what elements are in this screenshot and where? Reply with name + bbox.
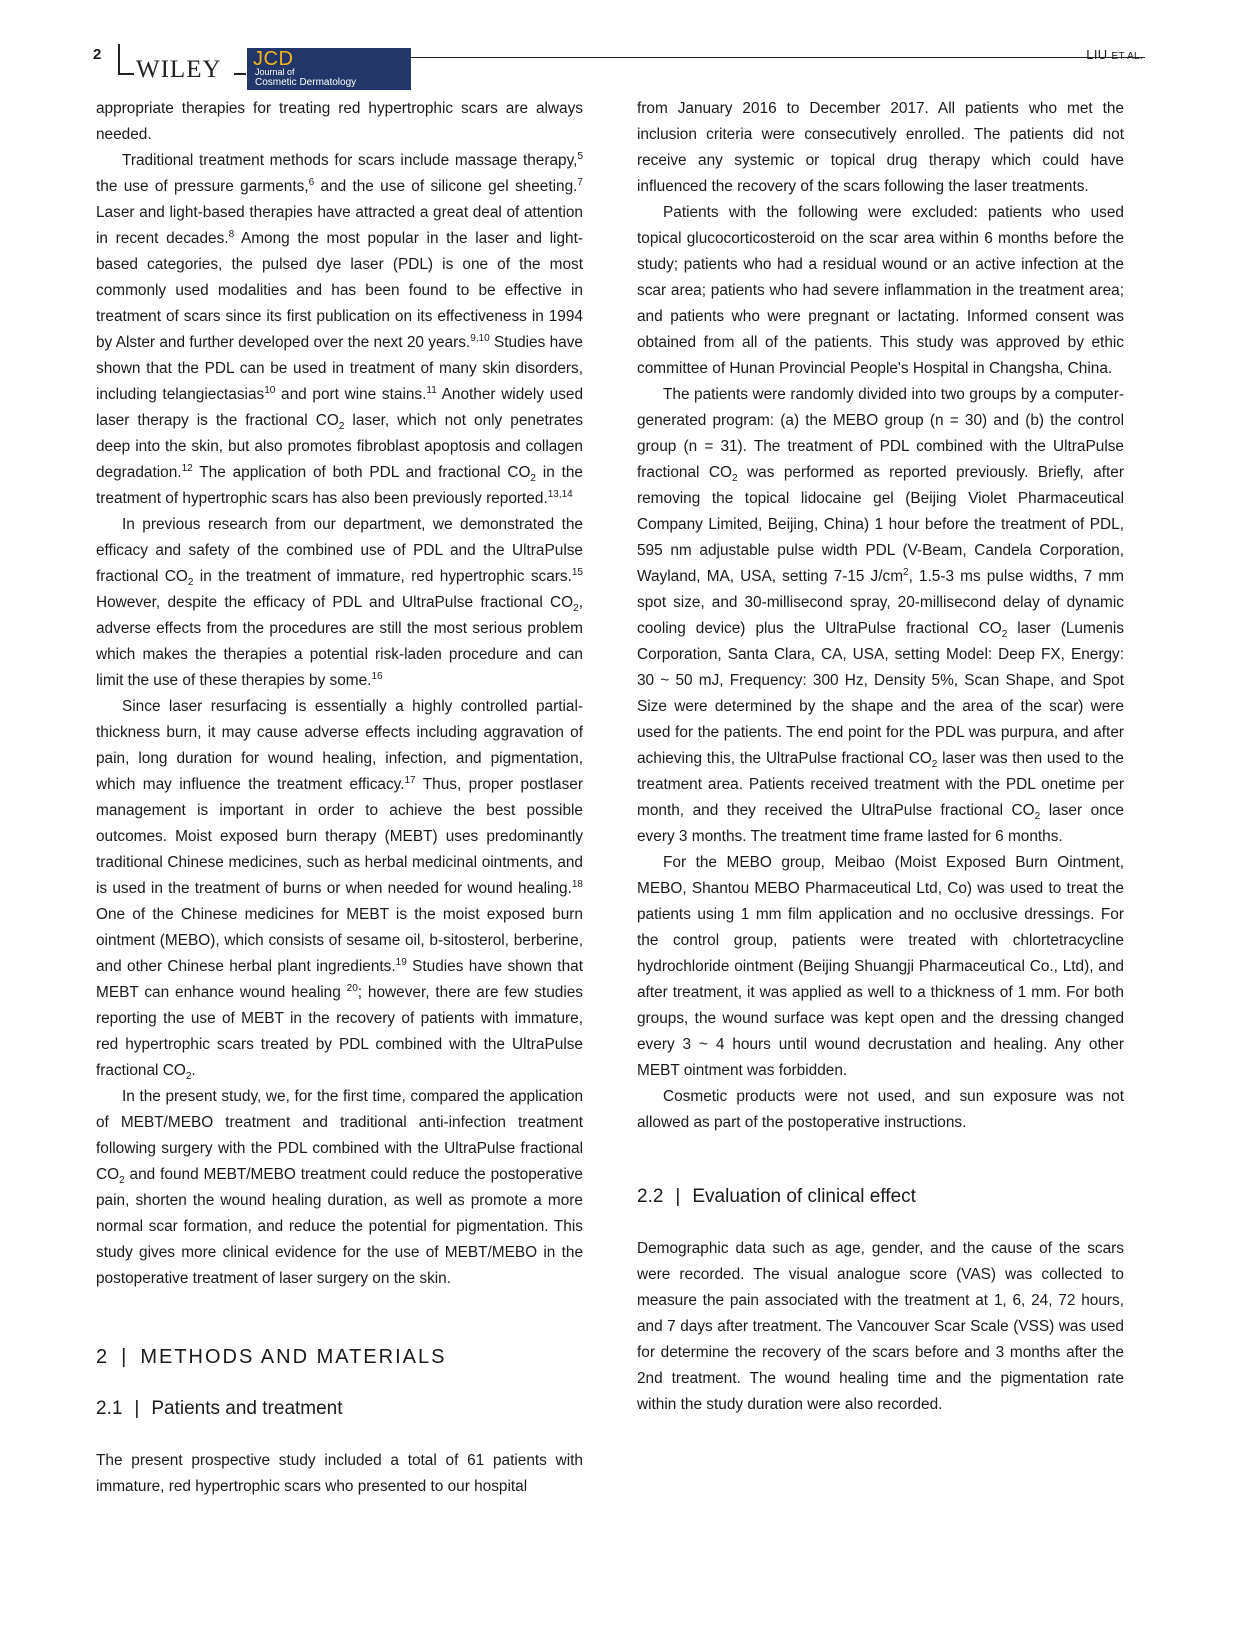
citation: 17 bbox=[404, 774, 416, 786]
header-rule-tick bbox=[118, 44, 120, 74]
subsection-heading: 2.2 | Evaluation of clinical effect bbox=[637, 1186, 916, 1207]
header-rule-mid bbox=[234, 73, 246, 75]
paragraph: Patients with the following were excluded: patients who used topical glucocorticosteroid on the scar area within 6 months before the study; patients who had a residual wound or an active infection at the scar area; patients who had severe inflammation in the treatment area; and patients who were pregnant or lactating. Informed consent was obtained from all of the patients. This study was approved by ethic committee of Hunan Provincial People's Hospital in Changsha, China. bbox=[637, 204, 1124, 377]
paragraph: In the present study, we, for the first time, compared the application of MEBT/MEBO treatment and traditional anti-infection treatment following surgery with the PDL combined with the UltraPulse fractional $CO_2$ and found MEBT/MEBO treatment could reduce the postoperative pain, shorten the wound healing duration, as well as promote a more normal scar formation, and reduce the potential for pigmentation. This study gives more clinical evidence for the use of MEBT/MEBO in the postoperative treatment of laser surgery on the skin. bbox=[96, 1088, 583, 1287]
running-head-author: LIU bbox=[1086, 47, 1108, 62]
citation: 10 bbox=[264, 384, 276, 396]
paragraph: For the MEBO group, Meibao (Moist Exposed Burn Ointment, MEBO, Shantou MEBO Pharmaceutical Ltd, Co) was used to treat the patients using 1 mm film application and no occlusive dressings. For the control group, patients were treated with chlortetracycline hydrochloride ointment (Beijing Shuangji Pharmaceutical Co., Ltd), and after treatment, it was applied as well to a thickness of 1 mm. For both groups, the wound surface was kept open and the dressing changed every 3 ~ 4 hours until wound decrustation and healing. Any other MEBT ointment was forbidden. bbox=[637, 854, 1124, 1079]
citation: 9,10 bbox=[470, 332, 490, 344]
journal-name-line2: Cosmetic Dermatology bbox=[255, 77, 357, 88]
paragraph: from January 2016 to December 2017. All patients who met the inclusion criteria were consecutively enrolled. The patients did not receive any systemic or topical drug therapy which could have influenced the recovery of the scars following the laser treatments. bbox=[637, 100, 1124, 195]
subsection-heading: 2.1 | Patients and treatment bbox=[96, 1398, 343, 1419]
paragraph: Demographic data such as age, gender, and the cause of the scars were recorded. The visual analogue score (VAS) was collected to measure the pain associated with the treatment at 1, 6, 24, 72 hours, and 7 days after treatment. The Vancouver Scar Scale (VSS) was used for determine the recovery of the scars before and 3 months after the 2nd treatment. The wound healing time and the pigmentation rate within the study duration were also recorded. bbox=[637, 1240, 1124, 1413]
paragraph: Since laser resurfacing is essentially a highly controlled partial-thickness burn, it may cause adverse effects including aggravation of pain, long duration for wound healing, infection, and pigmentation, which may influence the treatment efficacy.$^{17}$ Thus, proper postlaser management is important in order to achieve the best possible outcomes. Moist exposed burn therapy (MEBT) uses predominantly traditional Chinese medicines, such as herbal medicinal ointments, and is used in the treatment of burns or when needed for wound healing.$^{18}$ One of the Chinese medicines for MEBT is the moist exposed burn ointment (MEBO), which consists of sesame oil, b-sitosterol, berberine, and other Chinese herbal plant ingredients.$^{19}$ Studies have shown that MEBT can enhance wound healing $^{20}$; however, there are few studies reporting the use of MEBT in the recovery of patients with immature, red hypertrophic scars treated by PDL combined with the UltraPulse fractional $CO_2$. bbox=[96, 698, 583, 1083]
citation: 16 bbox=[371, 670, 383, 682]
journal-logo bbox=[247, 48, 411, 90]
citation: 5 bbox=[577, 150, 583, 162]
section-heading: 2 | METHODS AND MATERIALS bbox=[96, 1346, 447, 1368]
paragraph: Cosmetic products were not used, and sun exposure was not allowed as part of the postoperative instructions. bbox=[637, 1088, 1124, 1131]
citation: 13,14 bbox=[547, 488, 573, 500]
citation: 7 bbox=[577, 176, 583, 188]
header-rule-left bbox=[118, 73, 134, 75]
page-number: 2 bbox=[93, 46, 102, 63]
citation: 11 bbox=[426, 384, 437, 396]
header-rule-right bbox=[411, 57, 1145, 58]
citation: 18 bbox=[571, 878, 583, 890]
paragraph: appropriate therapies for treating red hypertrophic scars are always needed. bbox=[96, 100, 583, 143]
paragraph: The patients were randomly divided into two groups by a computer-generated program: (a) the MEBO group (n = 30) and (b) the control group (n = 31). The treatment of PDL combined with the UltraPulse fractional $CO_2$ was performed as reported previously. Briefly, after removing the topical lidocaine gel (Beijing Violet Pharmaceutical Company Limited, Beijing, China) 1 hour before the treatment of PDL, 595 nm adjustable pulse width PDL (V-Beam, Candela Corporation, Wayland, MA, USA, setting 7-15 $J/cm^2$, 1.5-3 ms pulse widths, 7 mm spot size, and 30-millisecond spray, 20-millisecond delay of dynamic cooling device) plus the UltraPulse fractional $CO_2$ laser (Lumenis Corporation, Santa Clara, CA, USA, setting Model: Deep FX, Energy: 30 ~ 50 mJ, Frequency: 300 Hz, Density 5%, Scan Shape, and Spot Size were determined by the shape and the area of the scar) were used for the patients. The end point for the PDL was purpura, and after achieving this, the UltraPulse fractional $CO_2$ laser was then used to the treatment area. Patients received treatment with the PDL onetime per month, and they received the UltraPulse fractional $CO_2$ laser once every 3 months. The treatment time frame lasted for 6 months. bbox=[637, 386, 1124, 845]
journal-name-line1: Journal of bbox=[255, 67, 295, 77]
citation: 19 bbox=[395, 956, 407, 968]
page-header bbox=[0, 0, 1240, 100]
left-column bbox=[96, 96, 583, 1500]
running-head-etal: ET AL. bbox=[1111, 51, 1143, 62]
right-column bbox=[637, 96, 1124, 1418]
citation: 12 bbox=[181, 462, 193, 474]
publisher-logo: WILEY bbox=[136, 56, 222, 83]
citation: 20 bbox=[346, 982, 358, 994]
citation: 6 bbox=[308, 176, 315, 188]
paragraph: The present prospective study included a total of 61 patients with immature, red hypertrophic scars who presented to our hospital bbox=[96, 1452, 583, 1495]
citation: 15 bbox=[571, 566, 583, 578]
running-head bbox=[1086, 47, 1143, 62]
paragraph: In previous research from our department, we demonstrated the efficacy and safety of the combined use of PDL and the UltraPulse fractional $CO_2$ in the treatment of immature, red hypertrophic scars.$^{15}$ However, despite the efficacy of PDL and UltraPulse fractional $CO_2$, adverse effects from the procedures are still the most serious problem which makes the therapies a potential risk-laden procedure and can limit the use of these therapies by some.$^{16}$ bbox=[96, 516, 583, 689]
journal-abbrev: JCD bbox=[253, 48, 294, 70]
paragraph: Traditional treatment methods for scars include massage therapy,$^5$ the use of pressure garments,$^6$ and the use of silicone gel sheeting.$^7$ Laser and light-based therapies have attracted a great deal of attention in recent decades.$^8$ Among the most popular in the laser and light-based categories, the pulsed dye laser (PDL) is one of the most commonly used modalities and has been found to be effective in treatment of scars since its first publication on its effectiveness in 1994 by Alster and further developed over the next 20 years.$^{9,10}$ Studies have shown that the PDL can be used in treatment of many skin disorders, including telangiectasias$^{10}$ and port wine stains.$^{11}$ Another widely used laser therapy is the fractional $CO_2$ laser, which not only penetrates deep into the skin, but also promotes fibroblast apoptosis and collagen degradation.$^{12}$ The application of both PDL and fractional $CO_2$ in the treatment of hypertrophic scars has also been previously reported.$^{13,14}$ bbox=[96, 150, 584, 507]
citation: 8 bbox=[228, 228, 235, 240]
